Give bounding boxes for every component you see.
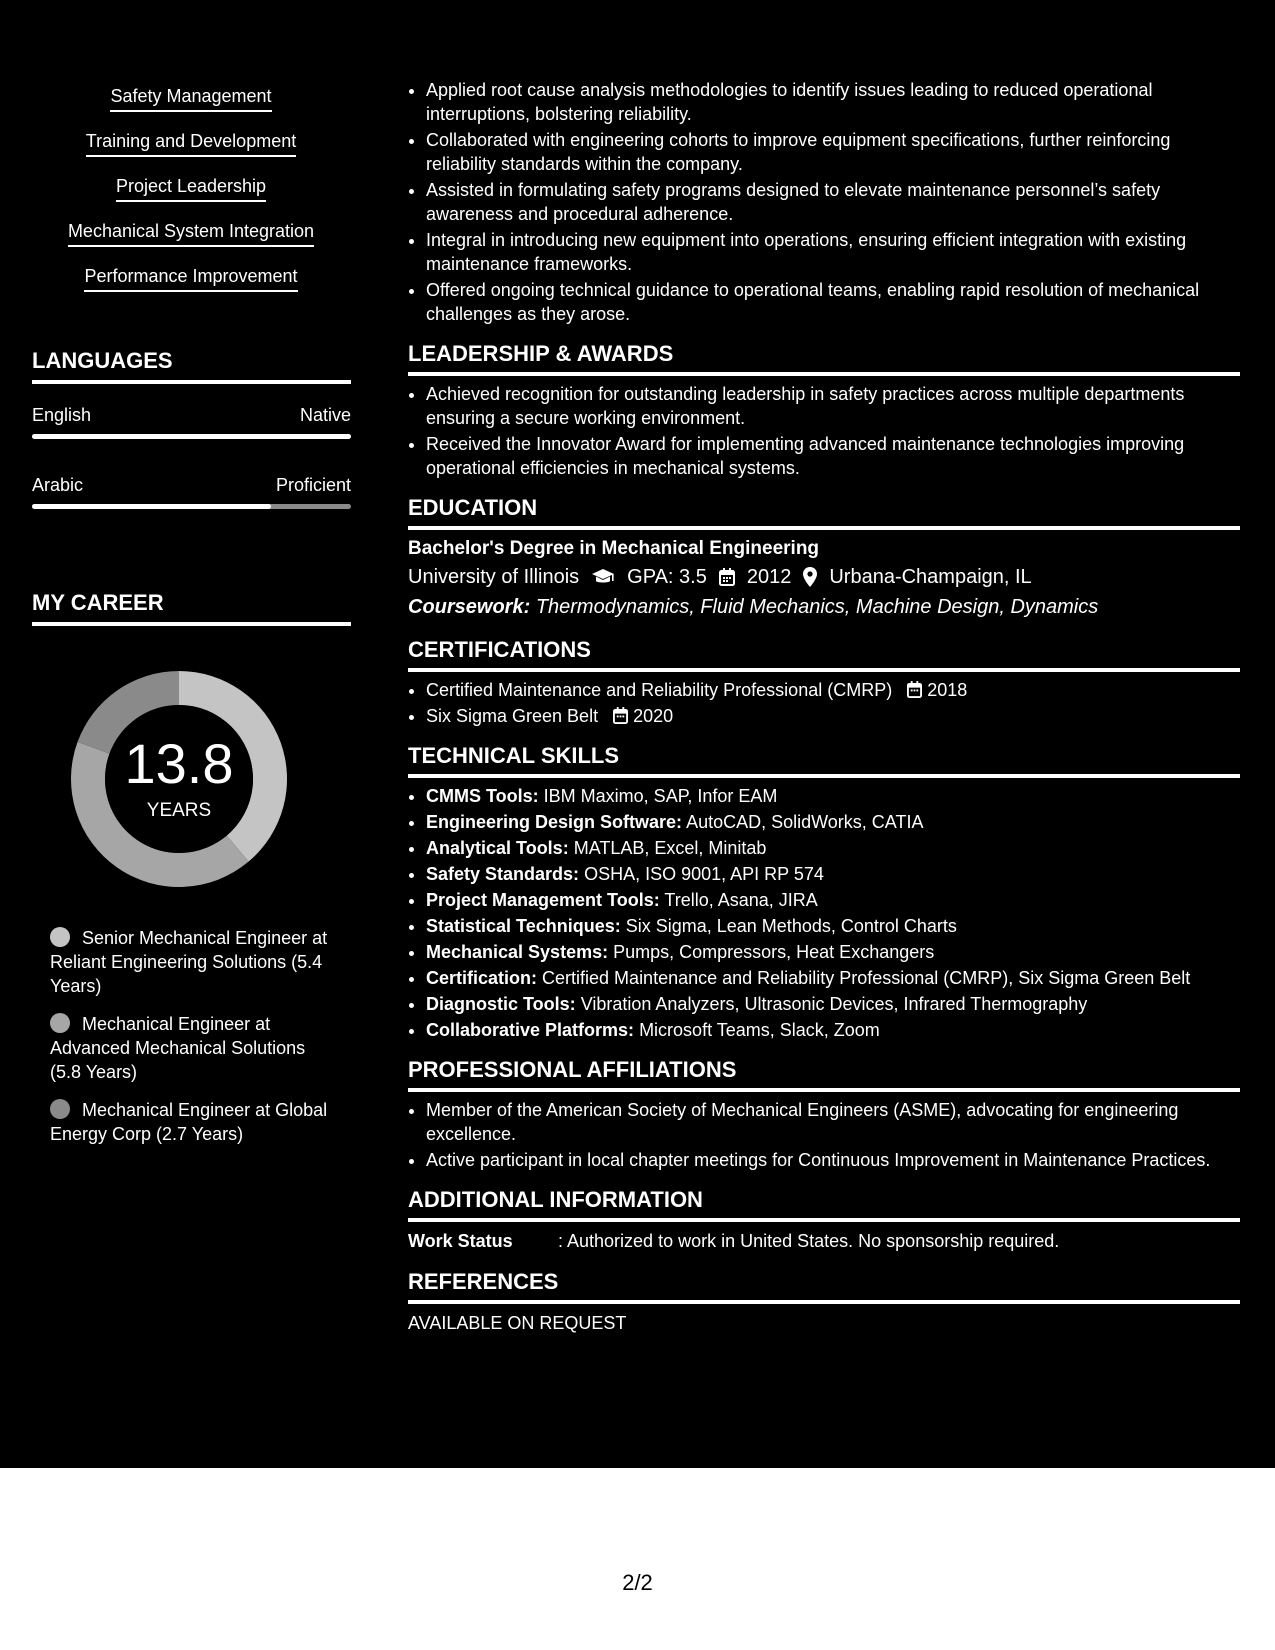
skill-value: IBM Maximo, SAP, Infor EAM (543, 786, 778, 806)
work-status-value: : Authorized to work in United States. No sponsorship required. (558, 1231, 1060, 1251)
technical-skills-list (408, 784, 1240, 1042)
language-bar (32, 504, 351, 509)
education-details (408, 562, 1240, 592)
skill-item: Mechanical System Integration (68, 219, 314, 247)
language-level: Proficient (275, 475, 351, 495)
list-item (426, 888, 1240, 912)
skill-label: Mechanical Systems: (426, 942, 609, 962)
career-total-years: 13.8 (124, 732, 234, 795)
language-bar-fill (32, 434, 351, 439)
certification-name: Six Sigma Green Belt (426, 706, 599, 726)
skill-value: Pumps, Compressors, Heat Exchangers (613, 942, 935, 962)
location-pin-icon (803, 567, 817, 587)
language-level: Native (299, 405, 351, 425)
education-location: Urbana-Champaign, IL (829, 566, 1032, 588)
language-row (32, 474, 351, 496)
skill-item: Project Leadership (116, 174, 266, 202)
career-item (50, 1098, 330, 1146)
skill-item: Training and Development (86, 129, 296, 157)
work-status-row (408, 1228, 1240, 1254)
leadership-heading: LEADERSHIP & AWARDS (408, 340, 1240, 376)
additional-info-heading: ADDITIONAL INFORMATION (408, 1186, 1240, 1222)
list-item: • Integral in introducing new equipment into operations, ensuring efficient integration with existing maintenance frameworks. (426, 228, 1240, 276)
list-item: • Applied root cause analysis methodologies to identify issues leading to reduced operational interruptions, bolstering reliability. (426, 78, 1240, 126)
experience-bullets (408, 78, 1240, 326)
skill-item: Safety Management (110, 84, 271, 112)
certifications-list (408, 678, 1240, 728)
page-indicator: 2/2 (622, 1570, 653, 1595)
calendar-icon (613, 707, 628, 724)
list-item (426, 940, 1240, 964)
list-item (426, 862, 1240, 886)
language-name: English (32, 405, 92, 425)
skill-value: Trello, Asana, JIRA (664, 890, 818, 910)
skill-value: Microsoft Teams, Slack, Zoom (639, 1020, 880, 1040)
certification-name: Certified Maintenance and Reliability Professional (CMRP) (426, 680, 893, 700)
skill-label: CMMS Tools: (426, 786, 539, 806)
graduation-cap-icon (591, 568, 615, 586)
technical-skills-heading: TECHNICAL SKILLS (408, 742, 1240, 778)
legend-dot (50, 1099, 70, 1119)
list-item: • Active participant in local chapter meetings for Continuous Improvement in Maintenance Practices. (426, 1148, 1240, 1172)
skill-value: Certified Maintenance and Reliability Professional (CMRP), Six Sigma Green Belt (542, 968, 1191, 988)
main-content (408, 78, 1240, 1336)
language-bar (32, 434, 351, 439)
language-bar-fill (32, 504, 271, 509)
list-item: • Received the Innovator Award for implementing advanced maintenance technologies improving operational efficiencies in mechanical systems. (426, 432, 1240, 480)
references-text: AVAILABLE ON REQUEST (408, 1313, 627, 1333)
education-coursework (408, 592, 1240, 622)
skill-value: AutoCAD, SolidWorks, CATIA (686, 812, 924, 832)
references-heading: REFERENCES (408, 1268, 1240, 1304)
skill-label: Diagnostic Tools: (426, 994, 576, 1014)
skill-label: Project Management Tools: (426, 890, 660, 910)
skill-label: Statistical Techniques: (426, 916, 621, 936)
affiliations-list (408, 1098, 1240, 1172)
career-heading: MY CAREER (32, 590, 351, 626)
list-item: • Achieved recognition for outstanding leadership in safety practices across multiple departments ensuring a secure working environment. (426, 382, 1240, 430)
list-item (426, 678, 1240, 702)
list-item (426, 704, 1240, 728)
work-status-label: Work Status (408, 1231, 513, 1251)
skill-value: OSHA, ISO 9001, API RP 574 (584, 864, 824, 884)
skill-label: Analytical Tools: (426, 838, 569, 858)
coursework-label: Coursework: (408, 596, 531, 618)
affiliations-heading: PROFESSIONAL AFFILIATIONS (408, 1056, 1240, 1092)
education-heading: EDUCATION (408, 494, 1240, 530)
career-item-text: Mechanical Engineer at Advanced Mechanical Solutions (5.8 Years) (50, 1014, 306, 1082)
skill-label: Engineering Design Software: (426, 812, 683, 832)
list-item (426, 1018, 1240, 1042)
legend-dot (50, 1013, 70, 1033)
calendar-icon (719, 568, 735, 586)
languages-heading: LANGUAGES (32, 348, 351, 384)
certification-year: 2018 (927, 680, 968, 700)
career-item-text: Mechanical Engineer at Global Energy Corp (2.7 Years) (50, 1100, 328, 1144)
list-item: • Assisted in formulating safety programs designed to elevate maintenance personnel’s safety awareness and procedural adherence. (426, 178, 1240, 226)
certifications-heading: CERTIFICATIONS (408, 636, 1240, 672)
career-item-text: Senior Mechanical Engineer at Reliant Engineering Solutions (5.4 Years) (50, 928, 328, 996)
list-item: • Offered ongoing technical guidance to operational teams, enabling rapid resolution of mechanical challenges as they arose. (426, 278, 1240, 326)
language-row (32, 404, 351, 426)
education-year: 2012 (746, 566, 792, 588)
education-school: University of Illinois (408, 566, 580, 588)
career-total-unit: YEARS (146, 800, 212, 821)
career-item (50, 1012, 330, 1084)
skill-label: Collaborative Platforms: (426, 1020, 635, 1040)
education-degree: Bachelor's Degree in Mechanical Engineering (408, 538, 820, 559)
list-item (426, 836, 1240, 860)
list-item: • Collaborated with engineering cohorts to improve equipment specifications, further reinforcing reliability standards within the company. (426, 128, 1240, 176)
legend-dot (50, 927, 70, 947)
skill-label: Safety Standards: (426, 864, 580, 884)
skills-list (0, 84, 382, 309)
certification-year: 2020 (633, 706, 674, 726)
list-item (426, 914, 1240, 938)
skill-label: Certification: (426, 968, 538, 988)
list-item (426, 810, 1240, 834)
skill-item: Performance Improvement (84, 264, 297, 292)
skill-value: MATLAB, Excel, Minitab (573, 838, 767, 858)
sidebar (0, 0, 382, 1468)
calendar-icon (907, 681, 922, 698)
education-gpa: GPA: 3.5 (627, 566, 707, 588)
career-item (50, 926, 330, 998)
skill-value: Vibration Analyzers, Ultrasonic Devices, Infrared Thermography (580, 994, 1088, 1014)
language-name: Arabic (32, 475, 84, 495)
list-item (426, 966, 1240, 990)
coursework-value: Thermodynamics, Fluid Mechanics, Machine Design, Dynamics (535, 596, 1099, 618)
leadership-list (408, 382, 1240, 480)
list-item (426, 784, 1240, 808)
skill-value: Six Sigma, Lean Methods, Control Charts (625, 916, 957, 936)
list-item (426, 992, 1240, 1016)
list-item: • Member of the American Society of Mechanical Engineers (ASME), advocating for engineering excellence. (426, 1098, 1240, 1146)
